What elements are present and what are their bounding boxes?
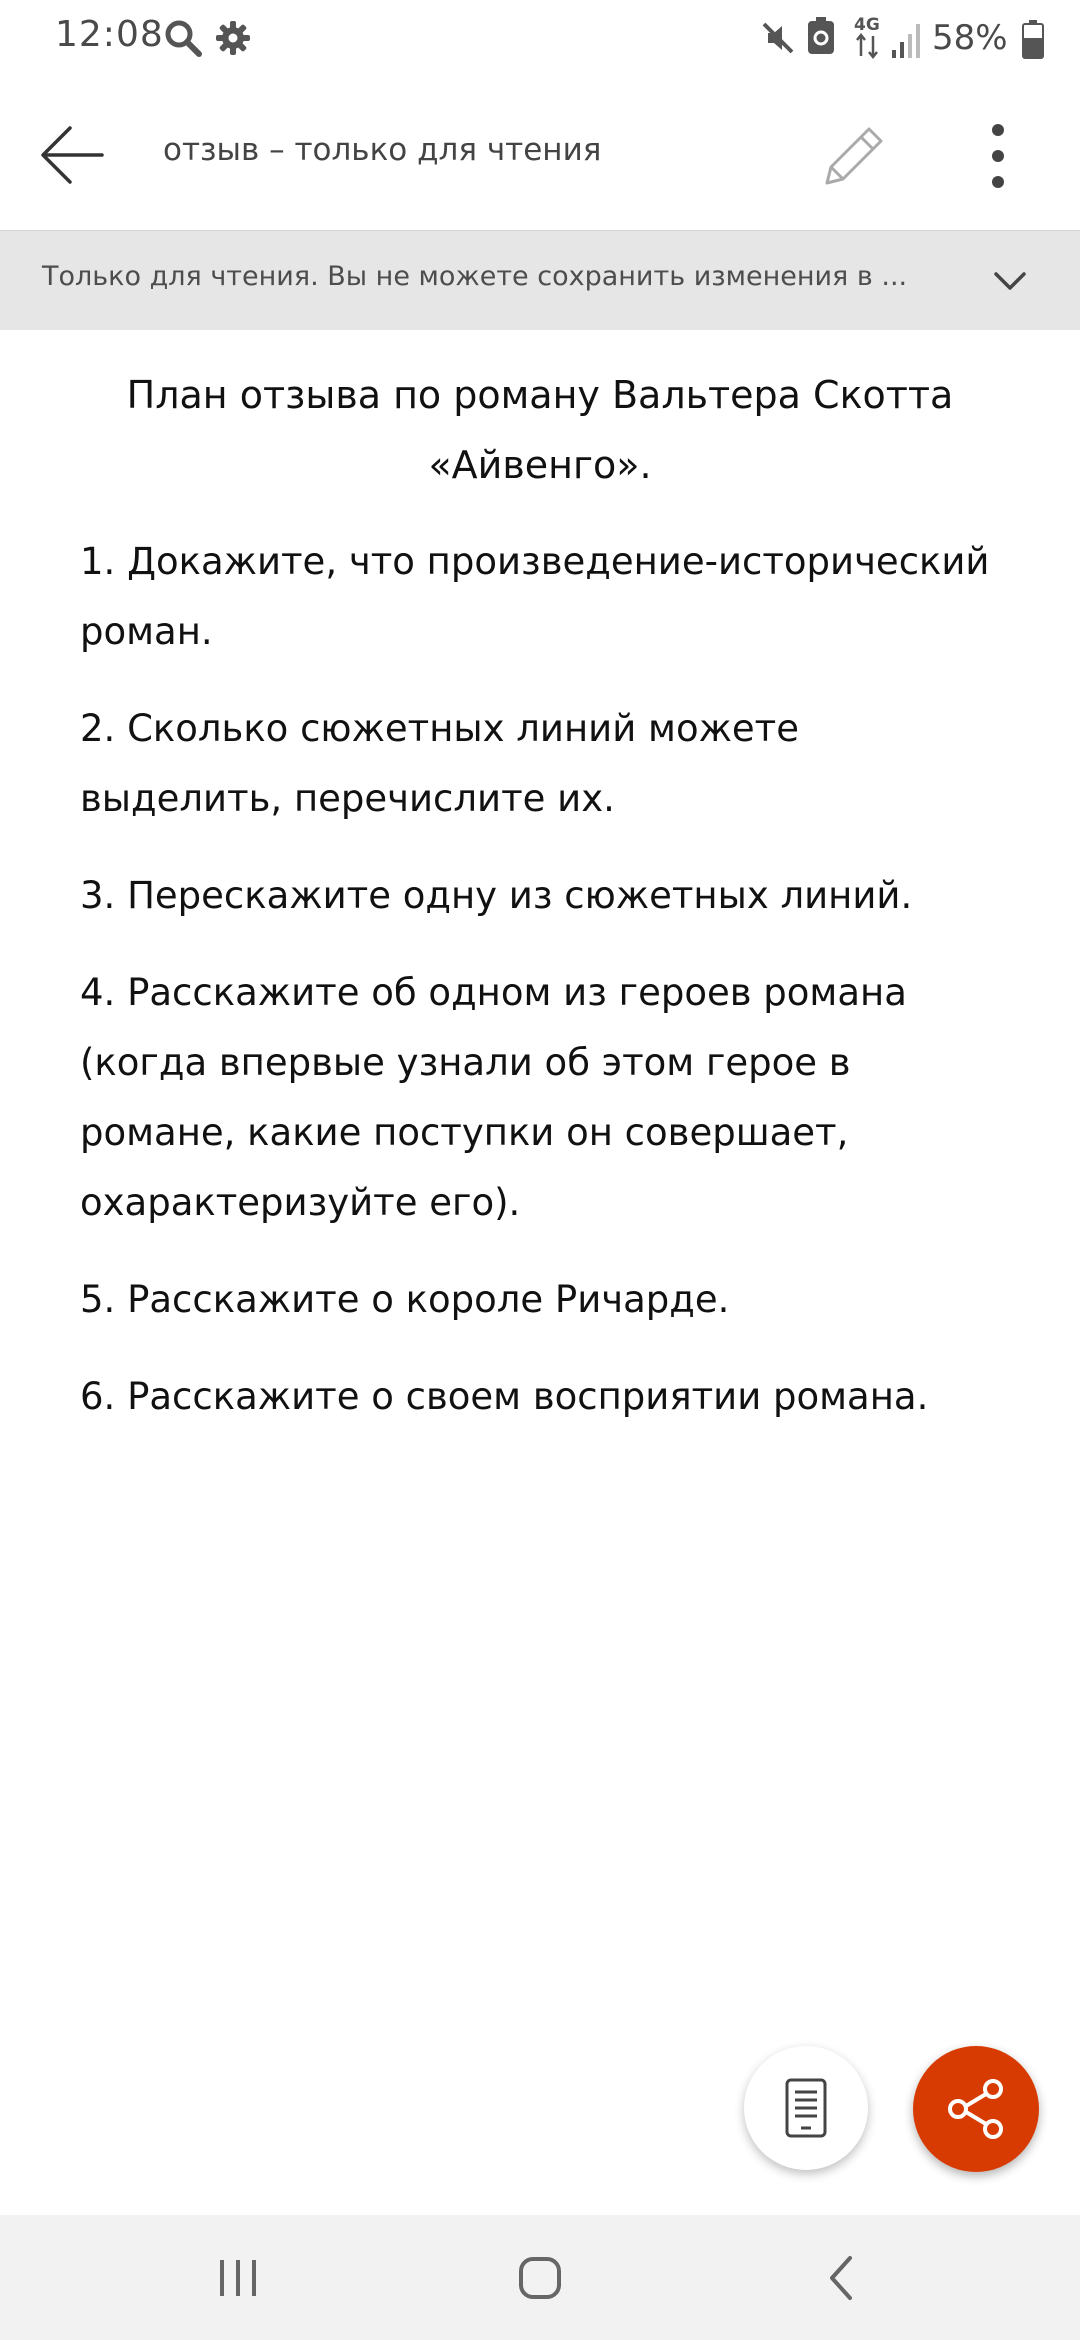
battery-icon — [1022, 20, 1044, 64]
battery-saver-icon — [806, 16, 836, 60]
mute-icon — [760, 20, 796, 60]
reading-view-button[interactable] — [744, 2046, 868, 2170]
list-item: 4. Расскажите об одном из героев романа (когда впервые узнали об этом герое в романе, какие поступки он совершает, охарактеризуйте его). — [80, 971, 907, 1224]
edit-button[interactable] — [815, 120, 890, 195]
status-time: 12:08 — [55, 14, 164, 55]
list-item: 1. Докажите, что произведение-исторический роман. — [80, 540, 990, 653]
document-title: отзыв – только для чтения — [163, 132, 602, 168]
signal-icon — [890, 20, 924, 64]
more-vertical-icon — [970, 120, 1026, 195]
system-nav-bar — [0, 2215, 1080, 2340]
nav-back-button[interactable] — [812, 2248, 872, 2308]
document-canvas[interactable] — [0, 330, 1080, 2210]
back-arrow-icon — [30, 120, 120, 190]
list-item: 3. Перескажите одну из сюжетных линий. — [80, 874, 913, 917]
search-icon — [163, 18, 203, 62]
network-4g-icon — [852, 12, 884, 66]
app-bar — [0, 80, 1080, 230]
back-icon — [812, 2248, 872, 2308]
document-heading: План отзыва по роману Вальтера Скотта «Айвенго». — [126, 373, 954, 487]
gear-icon — [213, 18, 253, 62]
list-item: 2. Сколько сюжетных линий можете выделить, перечислите их. — [80, 707, 799, 820]
pencil-icon — [815, 120, 890, 195]
read-only-message: Только для чтения. Вы не можете сохранить изменения в ... — [42, 261, 908, 292]
list-item: 6. Расскажите о своем восприятии романа. — [80, 1375, 929, 1418]
recents-icon — [208, 2248, 268, 2308]
status-bar — [0, 0, 1080, 80]
battery-percent: 58% — [932, 18, 1008, 58]
share-icon — [943, 2076, 1009, 2142]
more-options-button[interactable] — [970, 120, 1026, 195]
home-icon — [510, 2248, 570, 2308]
mobile-document-icon — [781, 2078, 831, 2138]
recents-button[interactable] — [208, 2248, 268, 2308]
chevron-down-icon[interactable] — [990, 261, 1030, 301]
document-list — [80, 527, 1010, 1459]
share-button[interactable] — [913, 2046, 1039, 2172]
back-button[interactable] — [30, 120, 120, 190]
list-item: 5. Расскажите о короле Ричарде. — [80, 1278, 730, 1321]
home-button[interactable] — [510, 2248, 570, 2308]
read-only-banner[interactable] — [0, 230, 1080, 331]
svg-text:4G: 4G — [854, 15, 880, 35]
status-icons — [760, 12, 1050, 68]
